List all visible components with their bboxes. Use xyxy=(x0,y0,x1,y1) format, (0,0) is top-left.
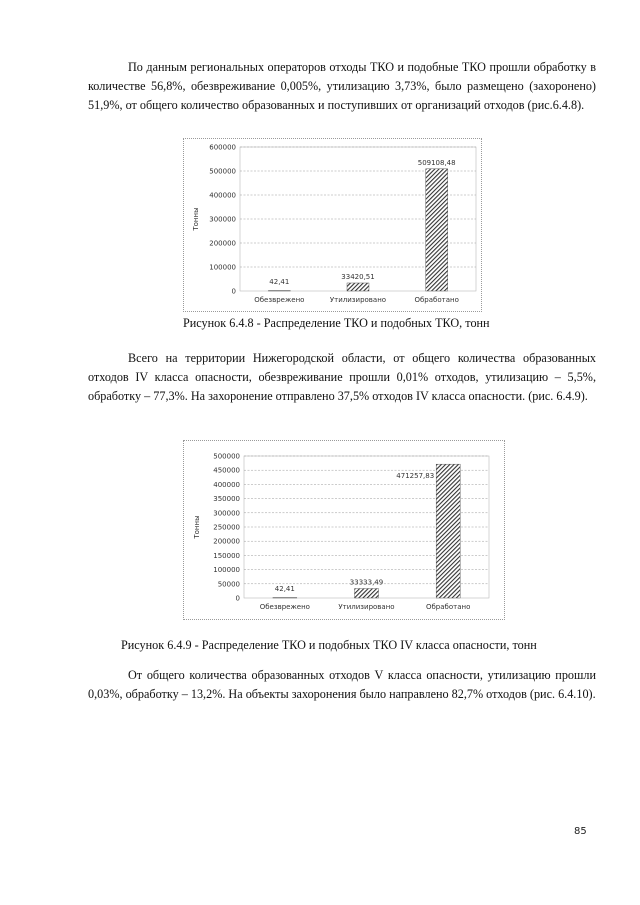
bar-3 xyxy=(436,464,460,598)
y-tick-label: 150000 xyxy=(213,551,240,560)
y-tick-label: 350000 xyxy=(213,495,240,504)
y-tick-label: 200000 xyxy=(209,239,236,248)
y-tick-label: 300000 xyxy=(209,215,236,224)
y-tick-label: 250000 xyxy=(213,523,240,532)
y-tick-label: 200000 xyxy=(213,537,240,546)
data-label-2: 33420,51 xyxy=(341,272,375,281)
x-tick-label-1: Обезврежено xyxy=(259,603,310,611)
y-tick-label: 500000 xyxy=(213,452,240,461)
data-label-3: 471257,83 xyxy=(396,472,435,481)
caption-figure-6-4-8: Рисунок 6.4.8 - Распределение ТКО и подобных ТКО, тонн xyxy=(183,316,490,330)
y-tick-label: 300000 xyxy=(213,509,240,518)
chart-2 xyxy=(183,440,505,620)
caption-figure-6-4-9: Рисунок 6.4.9 - Распределение ТКО и подобных ТКО IV класса опасности, тонн xyxy=(121,638,537,652)
y-tick-label: 600000 xyxy=(209,143,236,152)
y-tick-label: 100000 xyxy=(209,263,236,272)
x-tick-label-3: Обработано xyxy=(414,296,459,304)
x-tick-label-2: Утилизировано xyxy=(338,603,395,611)
data-label-3: 509108,48 xyxy=(417,158,456,167)
y-tick-label: 50000 xyxy=(217,580,240,589)
paragraph-1: По данным региональных операторов отходы ТКО и подобные ТКО прошли обработку в количестве 56,8%, обезвреживание 0,005%, утилизацию 3,73%, было размещено (захоронено) 51,9%, от общего количество образованных и поступивших от организаций отходов (рис.6.4.8). xyxy=(88,60,596,112)
bar-3 xyxy=(426,169,448,291)
y-tick-label: 400000 xyxy=(213,480,240,489)
x-tick-label-1: Обезврежено xyxy=(254,296,305,304)
y-tick-label: 400000 xyxy=(209,191,236,200)
y-tick-label: 450000 xyxy=(213,466,240,475)
data-label-1: 42,41 xyxy=(274,585,295,593)
y-tick-label: 0 xyxy=(231,287,236,296)
y-tick-label: 0 xyxy=(235,594,240,603)
bar-2 xyxy=(347,283,369,291)
x-tick-label-3: Обработано xyxy=(425,603,471,611)
chart-1 xyxy=(183,138,482,312)
y-axis-label: Тонны xyxy=(192,207,200,231)
y-tick-label: 500000 xyxy=(209,167,236,176)
bar-2 xyxy=(355,589,379,598)
data-label-2: 33333,49 xyxy=(349,578,384,587)
y-axis-label: Тонны xyxy=(193,515,201,539)
y-tick-label: 100000 xyxy=(213,566,240,575)
paragraph-3: От общего количества образованных отходов V класса опасности, утилизацию прошли 0,03%, обработку – 13,2%. На объекты захоронения было направлено 82,7% отходов (рис. 6.4.10). xyxy=(88,668,596,701)
data-label-1: 42,41 xyxy=(269,278,290,286)
page-number: 85 xyxy=(574,826,587,837)
x-tick-label-2: Утилизировано xyxy=(329,296,387,304)
paragraph-2: Всего на территории Нижегородской области, от общего количества образованных отходов IV класса опасности, обезвреживание прошли 0,01% отходов, утилизацию – 5,5%, обработку – 77,3%. На захоронение отправлено 37,5% отходов IV класса опасности. (рис. 6.4.9). xyxy=(88,351,596,403)
chart-1-svg xyxy=(184,139,481,311)
chart-2-svg xyxy=(184,441,504,619)
